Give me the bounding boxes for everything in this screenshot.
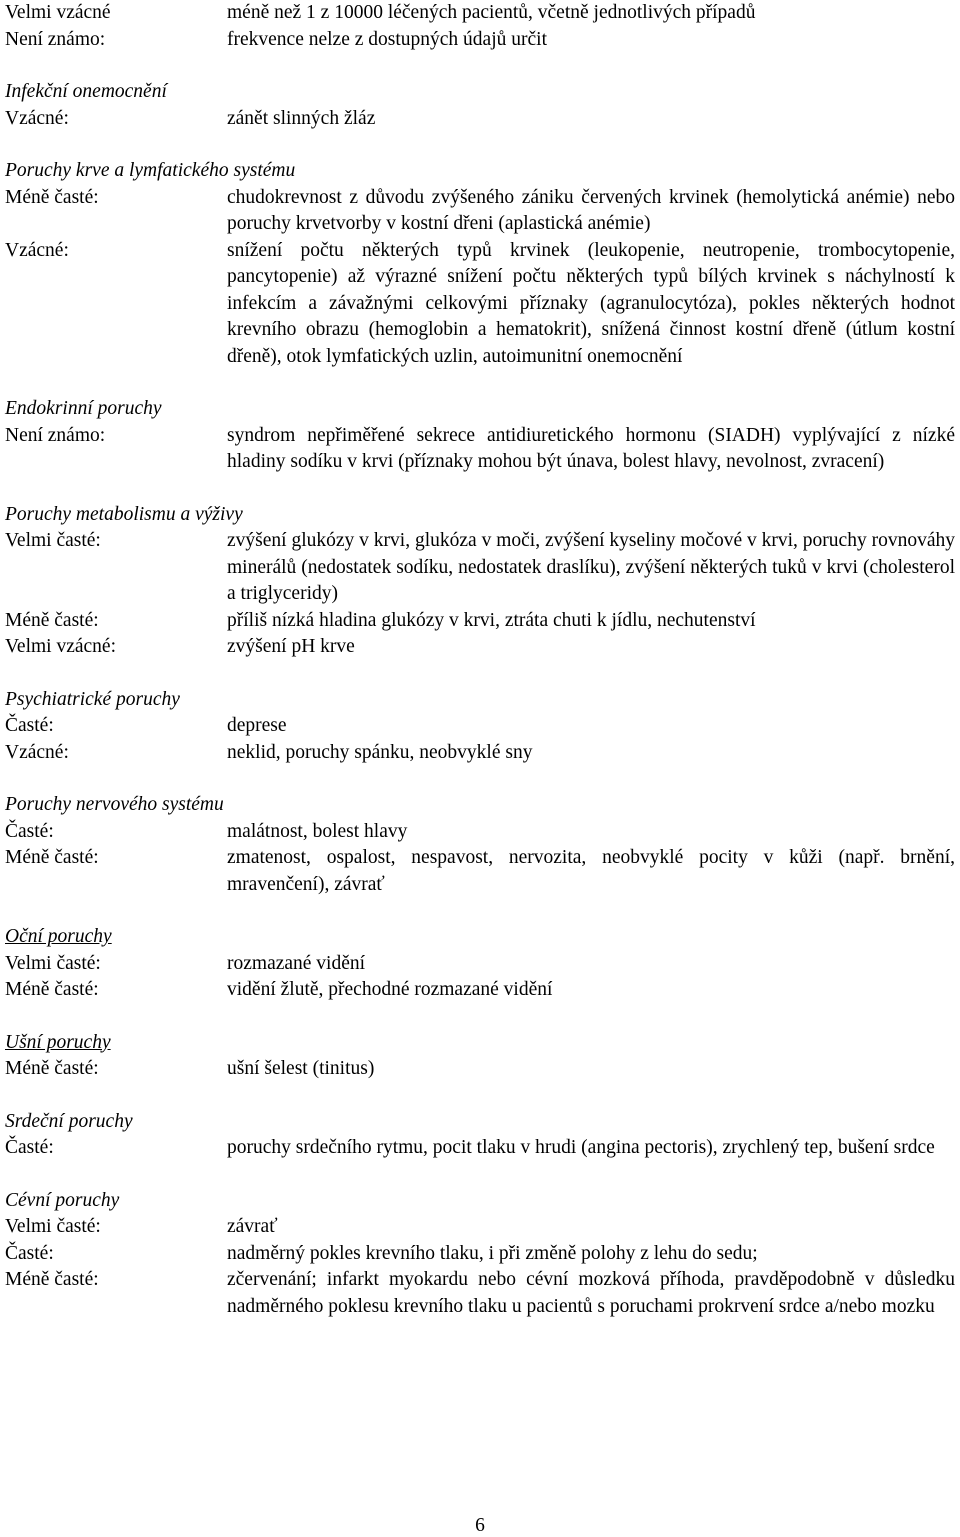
frequency-label: Méně časté: (5, 186, 99, 208)
effect-text: zmatenost, ospalost, nespavost, nervozita, neobvyklé pocity v kůži (např. brnění, mravenčení), závrať (227, 847, 955, 895)
frequency-label: Vzácné: (5, 741, 69, 763)
frequency-label: Časté: (5, 820, 54, 842)
section-heading: Psychiatrické poruchy (5, 688, 180, 710)
document-body (5, 0, 955, 1320)
spacer (5, 1004, 955, 1030)
effect-row (5, 1241, 955, 1268)
effect-text: zčervenání; infarkt myokardu nebo cévní mozková příhoda, pravděpodobně v důsledku nadměrného poklesu krevního tlaku u pacientů s poruchami prokrvení srdce a/nebo mozku (227, 1269, 955, 1317)
effect-row (5, 977, 955, 1004)
effect-row (5, 845, 955, 898)
effect-row (5, 608, 955, 635)
effect-row (5, 1056, 955, 1083)
effect-row (5, 819, 955, 846)
section-nervous-system (5, 792, 955, 898)
section-metabolism (5, 502, 955, 661)
spacer (5, 1083, 955, 1109)
page-number: 6 (475, 1515, 485, 1536)
section-heading: Poruchy krve a lymfatického systému (5, 160, 296, 181)
effect-row (5, 1267, 955, 1320)
effect-row (5, 423, 955, 476)
effect-row (5, 713, 955, 740)
effect-text: snížení počtu některých typů krvinek (leukopenie, neutropenie, trombocytopenie, pancytopenie) až výrazné snížení počtu některých typů bílých krvinek s náchylností k infekcím a závažnými celkovými příznaky (agranulocytóza), pokles některých hodnot krevního obrazu (hemoglobin a hematokrit), snížená činnost kostní dřeně (útlum kostní dřeně), otok lymfatických uzlin, autoimunitní onemocnění (227, 239, 955, 367)
effect-row (5, 1135, 955, 1162)
section-heading: Poruchy metabolismu a výživy (5, 503, 243, 525)
spacer (5, 1162, 955, 1188)
frequency-label: Časté: (5, 715, 54, 736)
section-vascular-disorders (5, 1188, 955, 1321)
frequency-label: Není známo: (5, 424, 106, 446)
frequency-label: Velmi časté: (5, 530, 101, 551)
effect-row (5, 528, 955, 608)
spacer (5, 766, 955, 792)
section-heading: Cévní poruchy (5, 1189, 120, 1211)
section-heading: Poruchy nervového systému (5, 794, 224, 815)
frequency-label: Časté: (5, 1242, 54, 1264)
section-cardiac-disorders (5, 1109, 955, 1162)
spacer (5, 898, 955, 924)
legend-row (5, 27, 955, 54)
section-heading: Srdeční poruchy (5, 1110, 133, 1132)
section-heading: Ušní poruchy (5, 1031, 111, 1053)
section-eye-disorders (5, 924, 955, 1004)
effect-text: zvýšení glukózy v krvi, glukóza v moči, zvýšení kyseliny močové v krvi, poruchy rovnováhy minerálů (nedostatek sodíku, nedostatek draslíku), zvýšení některých tuků v krvi (cholesterol a triglyceridy) (227, 530, 955, 604)
effect-text: neklid, poruchy spánku, neobvyklé sny (227, 741, 533, 763)
spacer (5, 661, 955, 687)
effect-row (5, 238, 955, 371)
effect-text: závrať (227, 1216, 278, 1237)
frequency-label: Časté: (5, 1137, 54, 1158)
effect-text: zvýšení pH krve (227, 636, 355, 657)
effect-text: malátnost, bolest hlavy (227, 820, 408, 842)
effect-row (5, 1214, 955, 1241)
section-blood-disorders (5, 158, 955, 370)
frequency-label: Velmi časté: (5, 952, 101, 974)
effect-text: rozmazané vidění (227, 952, 366, 974)
frequency-description: méně než 1 z 10000 léčených pacientů, včetně jednotlivých případů (227, 2, 756, 23)
spacer (5, 476, 955, 502)
effect-text: chudokrevnost z důvodu zvýšeného zániku červených krvinek (hemolytická anémie) nebo poruchy krvetvorby v kostní dřeni (aplastická anémie) (227, 186, 955, 234)
section-psychiatric (5, 687, 955, 767)
frequency-description: frekvence nelze z dostupných údajů určit (227, 28, 547, 50)
frequency-label: Méně časté: (5, 1058, 99, 1079)
effect-text: poruchy srdečního rytmu, pocit tlaku v hrudi (angina pectoris), zrychlený tep, bušení srdce (227, 1137, 935, 1158)
frequency-label: Není známo: (5, 28, 106, 50)
section-heading: Infekční onemocnění (5, 81, 167, 102)
section-heading: Oční poruchy (5, 926, 112, 947)
effect-row (5, 951, 955, 978)
effect-row (5, 634, 955, 661)
effect-text: syndrom nepřiměřené sekrece antidiuretického hormonu (SIADH) vyplývající z nízké hladiny sodíku v krvi (příznaky mohou být únava, bolest hlavy, nevolnost, zvracení) (227, 424, 955, 472)
spacer (5, 370, 955, 396)
frequency-label: Vzácné: (5, 107, 69, 129)
frequency-label: Velmi časté: (5, 1216, 101, 1237)
effect-row (5, 740, 955, 767)
effect-row (5, 185, 955, 238)
frequency-label: Méně časté: (5, 847, 99, 868)
frequency-label: Méně časté: (5, 609, 99, 631)
section-endocrine (5, 396, 955, 476)
spacer (5, 132, 955, 158)
frequency-label: Méně časté: (5, 1269, 99, 1290)
section-infections (5, 79, 955, 132)
effect-text: vidění žlutě, přechodné rozmazané vidění (227, 979, 553, 1000)
spacer (5, 53, 955, 79)
effect-row (5, 106, 955, 133)
section-heading: Endokrinní poruchy (5, 398, 162, 419)
section-frequency-legend (5, 0, 955, 53)
frequency-label: Vzácné: (5, 239, 69, 261)
effect-text: příliš nízká hladina glukózy v krvi, ztráta chuti k jídlu, nechutenství (227, 609, 756, 631)
effect-text: zánět slinných žláz (227, 107, 376, 129)
frequency-label: Méně časté: (5, 979, 99, 1000)
effect-text: deprese (227, 715, 287, 736)
legend-row (5, 0, 955, 27)
effect-text: ušní šelest (tinitus) (227, 1058, 375, 1079)
effect-text: nadměrný pokles krevního tlaku, i při změně polohy z lehu do sedu; (227, 1242, 758, 1264)
frequency-label: Velmi vzácné (5, 2, 111, 23)
frequency-label: Velmi vzácné: (5, 636, 116, 657)
section-ear-disorders (5, 1030, 955, 1083)
